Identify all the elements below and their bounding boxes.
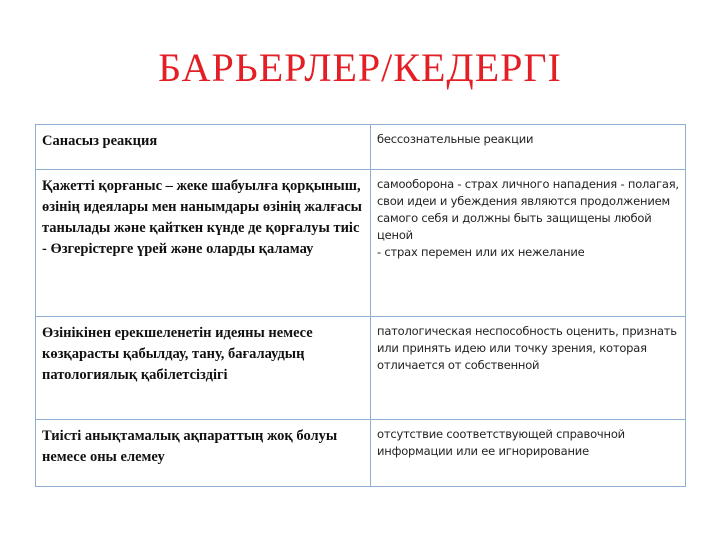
russian-cell (371, 420, 686, 487)
russian-text: бессознательные реакции (377, 132, 534, 146)
russian-cell (371, 170, 686, 317)
table-row (36, 170, 686, 317)
kazakh-text: Санасыз реакция (42, 133, 158, 149)
kazakh-cell (36, 125, 371, 170)
table-row (36, 317, 686, 420)
russian-cell (371, 125, 686, 170)
kazakh-text: Тиісті анықтамалық ақпараттың жоқ болуы немесе оны елемеу (42, 428, 338, 465)
russian-text: отсутствие соответствующей справочной информации или ее игнорирование (377, 427, 625, 458)
barriers-table (35, 124, 686, 487)
kazakh-text: Қажетті қорғаныс – жеке шабуылға қорқыныш, өзінің идеялары мен нанымдары өзінің жалғасы танылады және қайткен күнде де қорғалуы тиіс - Өзгерістерге үрей және оларды қаламау (42, 178, 362, 257)
kazakh-cell (36, 317, 371, 420)
slide-title: БАРЬЕРЛЕР/КЕДЕРГІ (158, 45, 562, 90)
russian-text: патологическая неспособность оценить, признать или принять идею или точку зрения, которая отличается от собственной (377, 324, 677, 372)
table-row (36, 125, 686, 170)
kazakh-cell (36, 170, 371, 317)
russian-cell (371, 317, 686, 420)
russian-text: самооборона - страх личного нападения - полагая, свои идеи и убеждения являются продолжением самого себя и должны быть защищены любой ценой - страх перемен или их нежелание (377, 177, 679, 259)
table-row (36, 420, 686, 487)
kazakh-cell (36, 420, 371, 487)
kazakh-text: Өзінікінен ерекшеленетін идеяны немесе көзқарасты қабылдау, тану, бағалаудың патологиялық қабілетсіздігі (42, 325, 313, 383)
